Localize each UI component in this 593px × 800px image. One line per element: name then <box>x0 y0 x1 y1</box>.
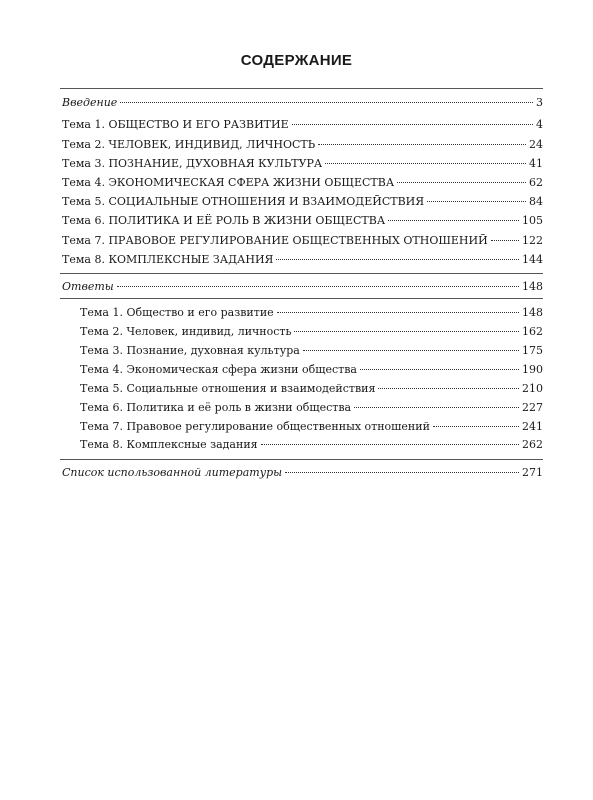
page-title: СОДЕРЖАНИЕ <box>240 52 353 69</box>
dot-leader <box>294 331 519 332</box>
toc-entry-label: Тема 3. Познание, духовная культура <box>80 344 300 357</box>
toc-entry-page: 241 <box>522 420 543 433</box>
toc-entry-topic-2[interactable] <box>62 138 543 152</box>
dot-leader <box>292 124 533 125</box>
dot-leader <box>277 312 519 313</box>
dot-leader <box>388 220 519 221</box>
toc-entry-label: Тема 6. ПОЛИТИКА И ЕЁ РОЛЬ В ЖИЗНИ ОБЩЕСТВА <box>62 214 386 227</box>
toc-entry-answer-5[interactable] <box>80 382 543 396</box>
toc-entry-page: 84 <box>529 195 543 208</box>
dot-leader <box>325 163 526 164</box>
toc-entry-label: Тема 8. Комплексные задания <box>80 438 258 451</box>
toc-entry-label: Тема 3. ПОЗНАНИЕ, ДУХОВНАЯ КУЛЬТУРА <box>62 157 323 170</box>
toc-entry-label: Тема 1. ОБЩЕСТВО И ЕГО РАЗВИТИЕ <box>62 118 289 131</box>
toc-entry-page: 148 <box>522 306 543 319</box>
toc-entry-page: 144 <box>522 253 543 266</box>
dot-leader <box>491 240 519 241</box>
toc-entry-page: 210 <box>522 382 543 395</box>
toc-entry-topic-1[interactable] <box>62 118 543 132</box>
toc-entry-page: 24 <box>529 138 543 151</box>
dot-leader <box>360 369 519 370</box>
toc-entry-page: 148 <box>522 280 543 293</box>
toc-entry-page: 3 <box>536 96 543 109</box>
dot-leader <box>354 407 519 408</box>
toc-entry-page: 122 <box>522 234 543 247</box>
toc-entry-topic-4[interactable] <box>62 176 543 190</box>
dot-leader <box>433 426 519 427</box>
toc-entry-topic-8[interactable] <box>62 253 543 267</box>
toc-entry-page: 227 <box>522 401 543 414</box>
divider <box>60 88 543 89</box>
divider <box>60 273 543 274</box>
toc-entry-label: Тема 7. Правовое регулирование общественных отношений <box>80 420 430 433</box>
toc-entry-label: Ответы <box>62 280 114 293</box>
toc-entry-label: Тема 2. ЧЕЛОВЕК, ИНДИВИД, ЛИЧНОСТЬ <box>62 138 316 151</box>
toc-entry-label: Тема 1. Общество и его развитие <box>80 306 274 319</box>
toc-entry-page: 105 <box>522 214 543 227</box>
toc-entry-answer-6[interactable] <box>80 401 543 415</box>
toc-entry-answer-8[interactable] <box>80 438 543 452</box>
toc-entry-label: Тема 5. Социальные отношения и взаимодействия <box>80 382 376 395</box>
toc-entry-topic-5[interactable] <box>62 195 543 209</box>
toc-entry-page: 175 <box>522 344 543 357</box>
toc-entry-label: Тема 4. ЭКОНОМИЧЕСКАЯ СФЕРА ЖИЗНИ ОБЩЕСТВА <box>62 176 395 189</box>
toc-entry-page: 41 <box>529 157 543 170</box>
toc-entry-answer-7[interactable] <box>80 420 543 434</box>
dot-leader <box>427 201 526 202</box>
dot-leader <box>397 182 526 183</box>
dot-leader <box>285 472 519 473</box>
toc-entry-label: Тема 8. КОМПЛЕКСНЫЕ ЗАДАНИЯ <box>62 253 274 266</box>
toc-entry-answer-3[interactable] <box>80 344 543 358</box>
toc-entry-label: Введение <box>62 96 118 109</box>
dot-leader <box>261 444 519 445</box>
dot-leader <box>276 259 519 260</box>
dot-leader <box>318 144 526 145</box>
toc-entry-topic-3[interactable] <box>62 157 543 171</box>
toc-entry-topic-7[interactable] <box>62 234 543 248</box>
toc-entry-label: Тема 7. ПРАВОВОЕ РЕГУЛИРОВАНИЕ ОБЩЕСТВЕННЫХ ОТНОШЕНИЙ <box>62 234 488 247</box>
toc-entry-label: Тема 5. СОЦИАЛЬНЫЕ ОТНОШЕНИЯ И ВЗАИМОДЕЙСТВИЯ <box>62 195 425 208</box>
divider <box>60 459 543 460</box>
dot-leader <box>303 350 519 351</box>
toc-entry-label: Тема 2. Человек, индивид, личность <box>80 325 292 338</box>
toc-entry-bibliography[interactable] <box>62 466 543 480</box>
toc-entry-page: 4 <box>536 118 543 131</box>
toc-entry-page: 271 <box>522 466 543 479</box>
toc-entry-label: Тема 4. Экономическая сфера жизни общества <box>80 363 357 376</box>
toc-entry-page: 162 <box>522 325 543 338</box>
toc-entry-label: Тема 6. Политика и её роль в жизни общества <box>80 401 352 414</box>
dot-leader <box>378 388 519 389</box>
toc-entry-topic-6[interactable] <box>62 214 543 228</box>
toc-entry-page: 190 <box>522 363 543 376</box>
toc-entry-answers[interactable] <box>62 280 543 294</box>
toc-entry-answer-2[interactable] <box>80 325 543 339</box>
toc-entry-label: Список использованной литературы <box>62 466 283 479</box>
toc-entry-answer-1[interactable] <box>80 306 543 320</box>
dot-leader <box>117 286 519 287</box>
toc-entry-page: 262 <box>522 438 543 451</box>
toc-entry-answer-4[interactable] <box>80 363 543 377</box>
dot-leader <box>120 102 533 103</box>
toc-entry-intro[interactable] <box>62 96 543 110</box>
toc-entry-page: 62 <box>529 176 543 189</box>
divider <box>60 298 543 299</box>
